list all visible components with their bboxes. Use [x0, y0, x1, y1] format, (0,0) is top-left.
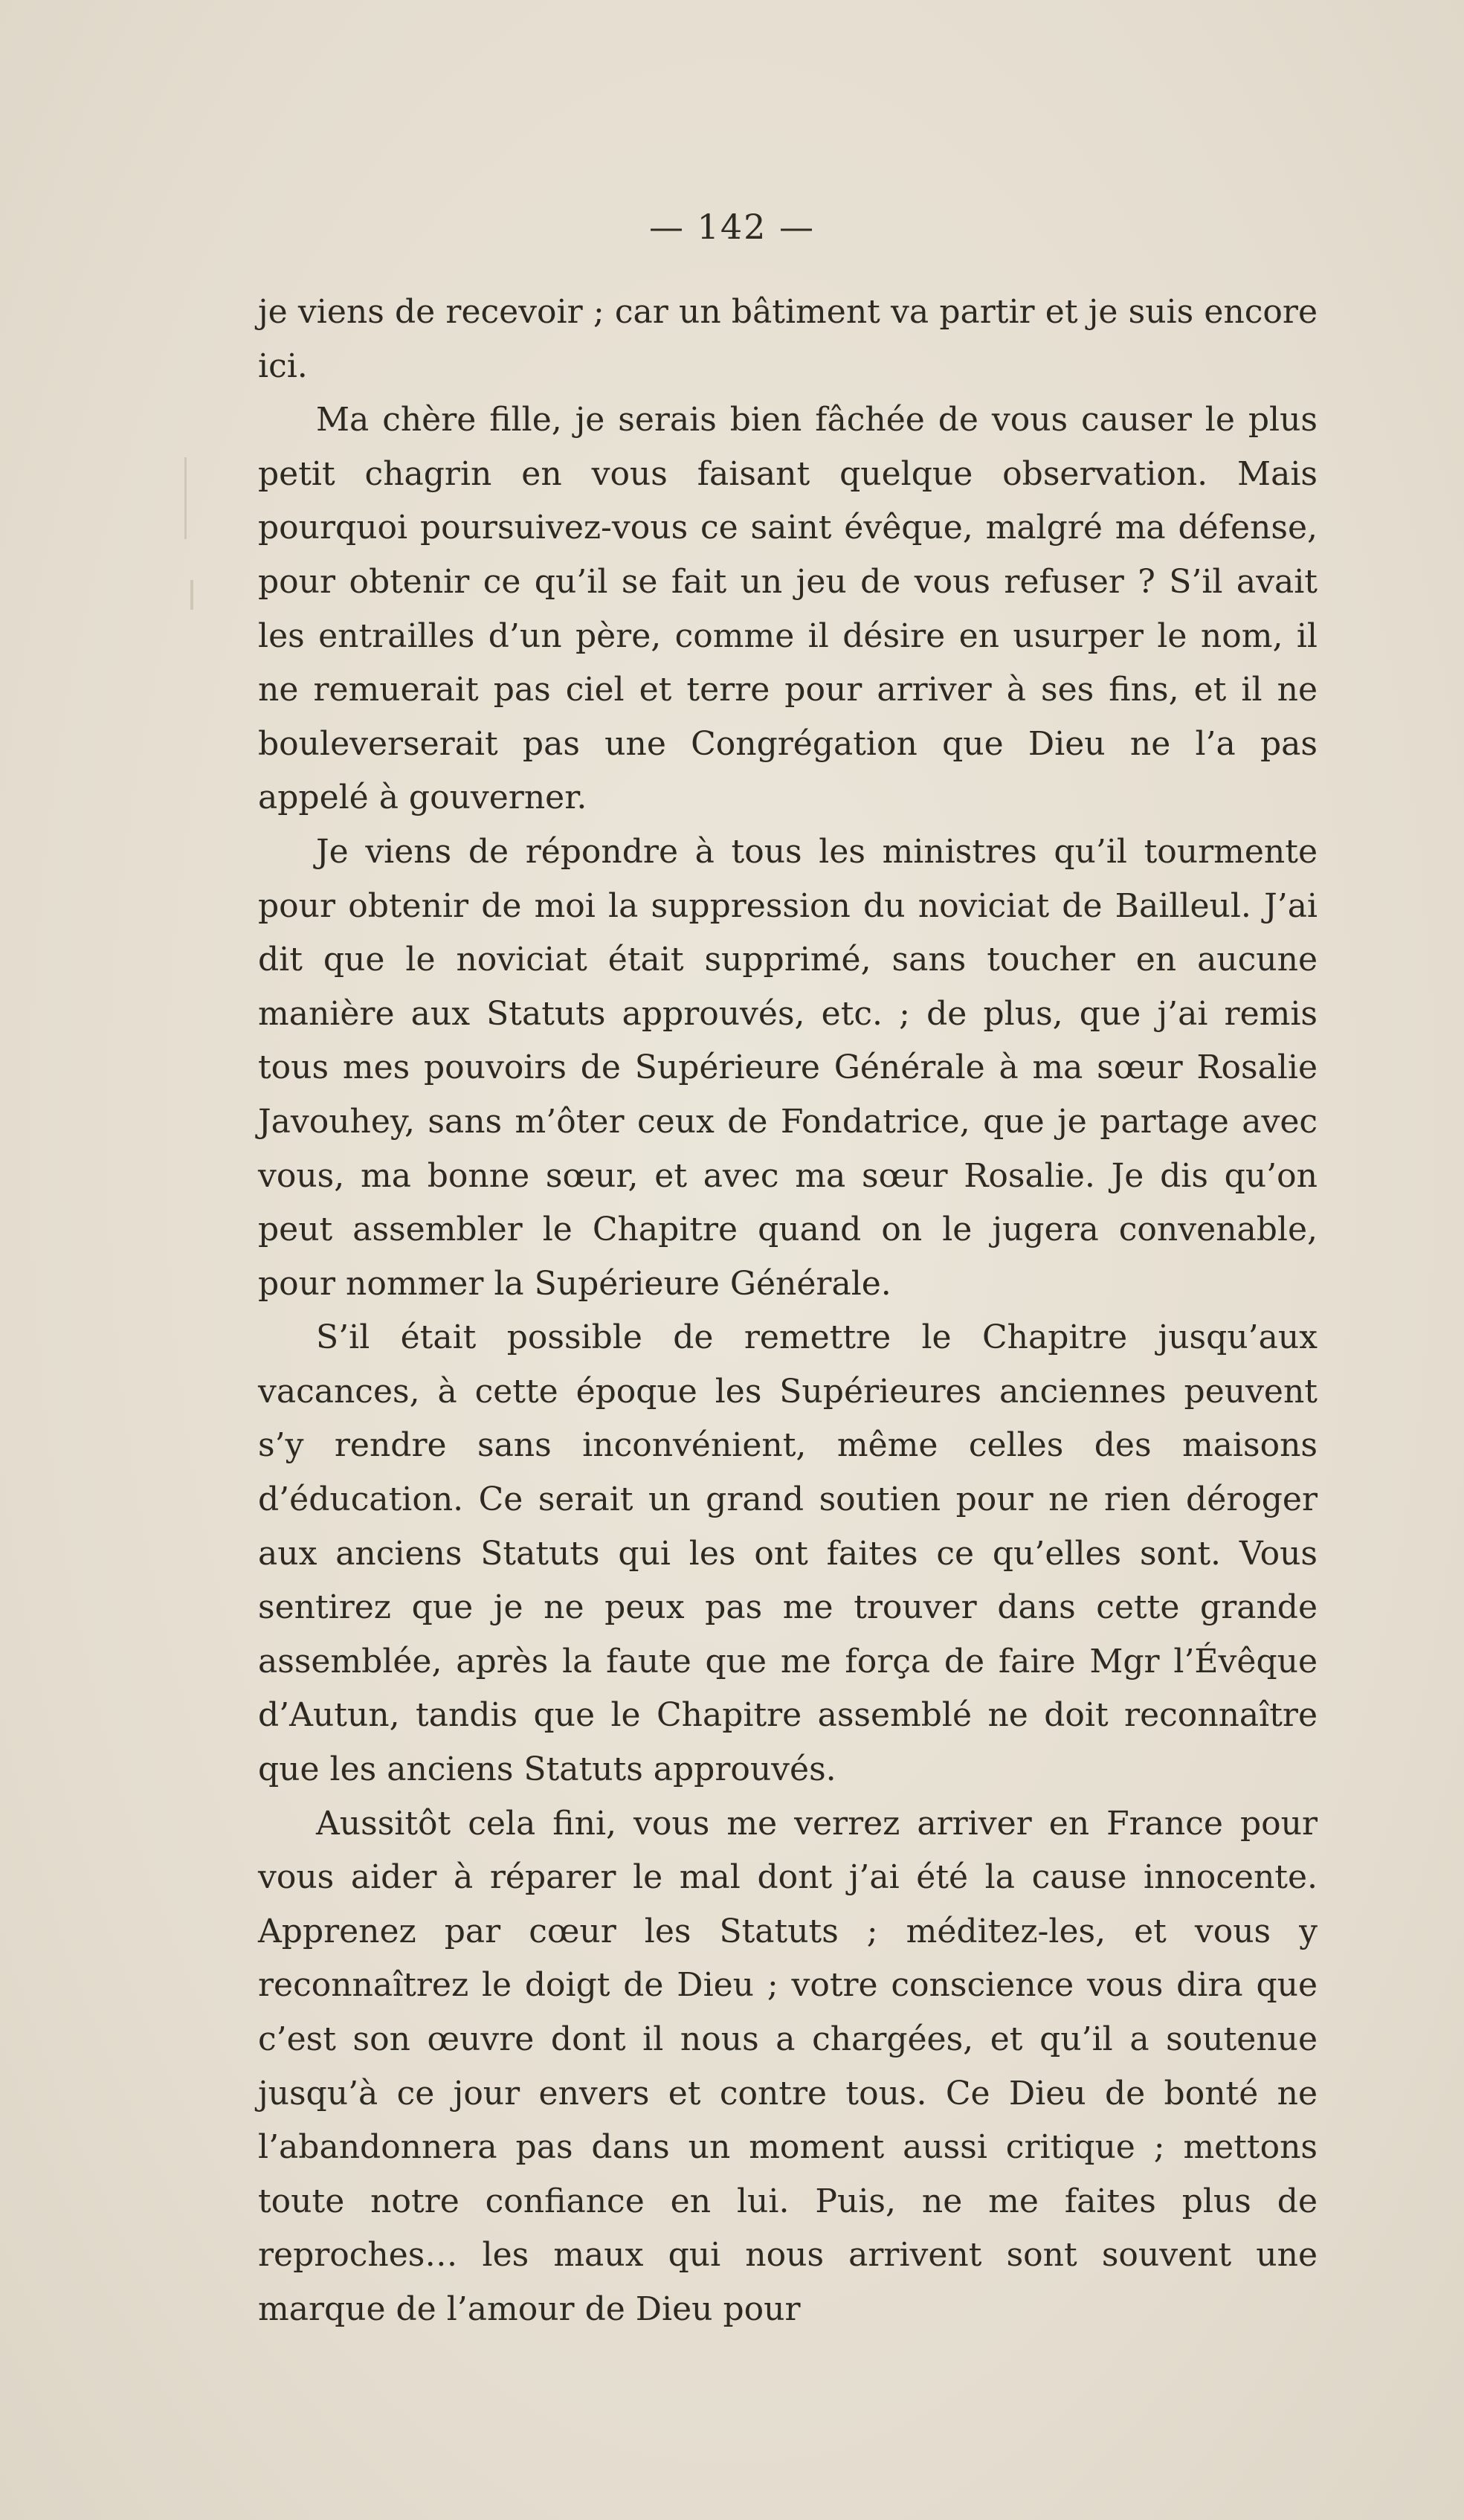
paragraph: Aussitôt cela fini, vous me verrez arriver en France pour vous aider à réparer le mal dont j’ai été la cause innocente. Apprenez par cœur les Statuts ; méditez-les, et vous y reconnaîtrez le doigt de Dieu ; votre conscience vous dira que c’est son œuvre dont il nous a chargées, et qu’il a soutenue jusqu’à ce jour envers et contre tous. Ce Dieu de bonté ne l’abandonnera pas dans un moment aussi critique ; mettons toute notre confiance en lui. Puis, ne me faites plus de reproches… les maux qui nous arrivent sont souvent une marque de l’amour de Dieu pour	[258, 1804, 1318, 2328]
show-through-mark	[190, 580, 193, 610]
body-text	[258, 286, 1318, 2337]
page-number: — 142 —	[648, 207, 816, 247]
paragraph: Ma chère fille, je serais bien fâchée de vous causer le plus petit chagrin en vous faisant quelque observation. Mais pourquoi poursuivez-vous ce saint évêque, malgré ma défense, pour obtenir ce qu’il se fait un jeu de vous refuser ? S’il avait les entrailles d’un père, comme il désire en usurper le nom, il ne remuerait pas ciel et terre pour arriver à ses fins, et il ne bouleverserait pas une Congrégation que Dieu ne l’a pas appelé à gouverner.	[258, 401, 1318, 817]
show-through-mark	[184, 457, 187, 539]
paragraph: Je viens de répondre à tous les ministres qu’il tourmente pour obtenir de moi la suppression du noviciat de Bailleul. J’ai dit que le noviciat était supprimé, sans toucher en aucune manière aux Statuts approuvés, etc. ; de plus, que j’ai remis tous mes pouvoirs de Supérieure Générale à ma sœur Rosalie Javouhey, sans m’ôter ceux de Fondatrice, que je partage avec vous, ma bonne sœur, et avec ma sœur Rosalie. Je dis qu’on peut assembler le Chapitre quand on le jugera convenable, pour nommer la Supérieure Générale.	[258, 832, 1318, 1303]
paragraph-continuation: je viens de recevoir ; car un bâtiment va partir et je suis encore ici.	[258, 293, 1318, 385]
paragraph: S’il était possible de remettre le Chapitre jusqu’aux vacances, à cette époque les Supérieures anciennes peuvent s’y rendre sans inconvénient, même celles des maisons d’éducation. Ce serait un grand soutien pour ne rien déroger aux anciens Statuts qui les ont faites ce qu’elles sont. Vous sentirez que je ne peux pas me trouver dans cette grande assemblée, après la faute que me força de faire Mgr l’Évêque d’Autun, tandis que le Chapitre assemblé ne doit reconnaître que les anciens Statuts approuvés.	[258, 1318, 1318, 1789]
